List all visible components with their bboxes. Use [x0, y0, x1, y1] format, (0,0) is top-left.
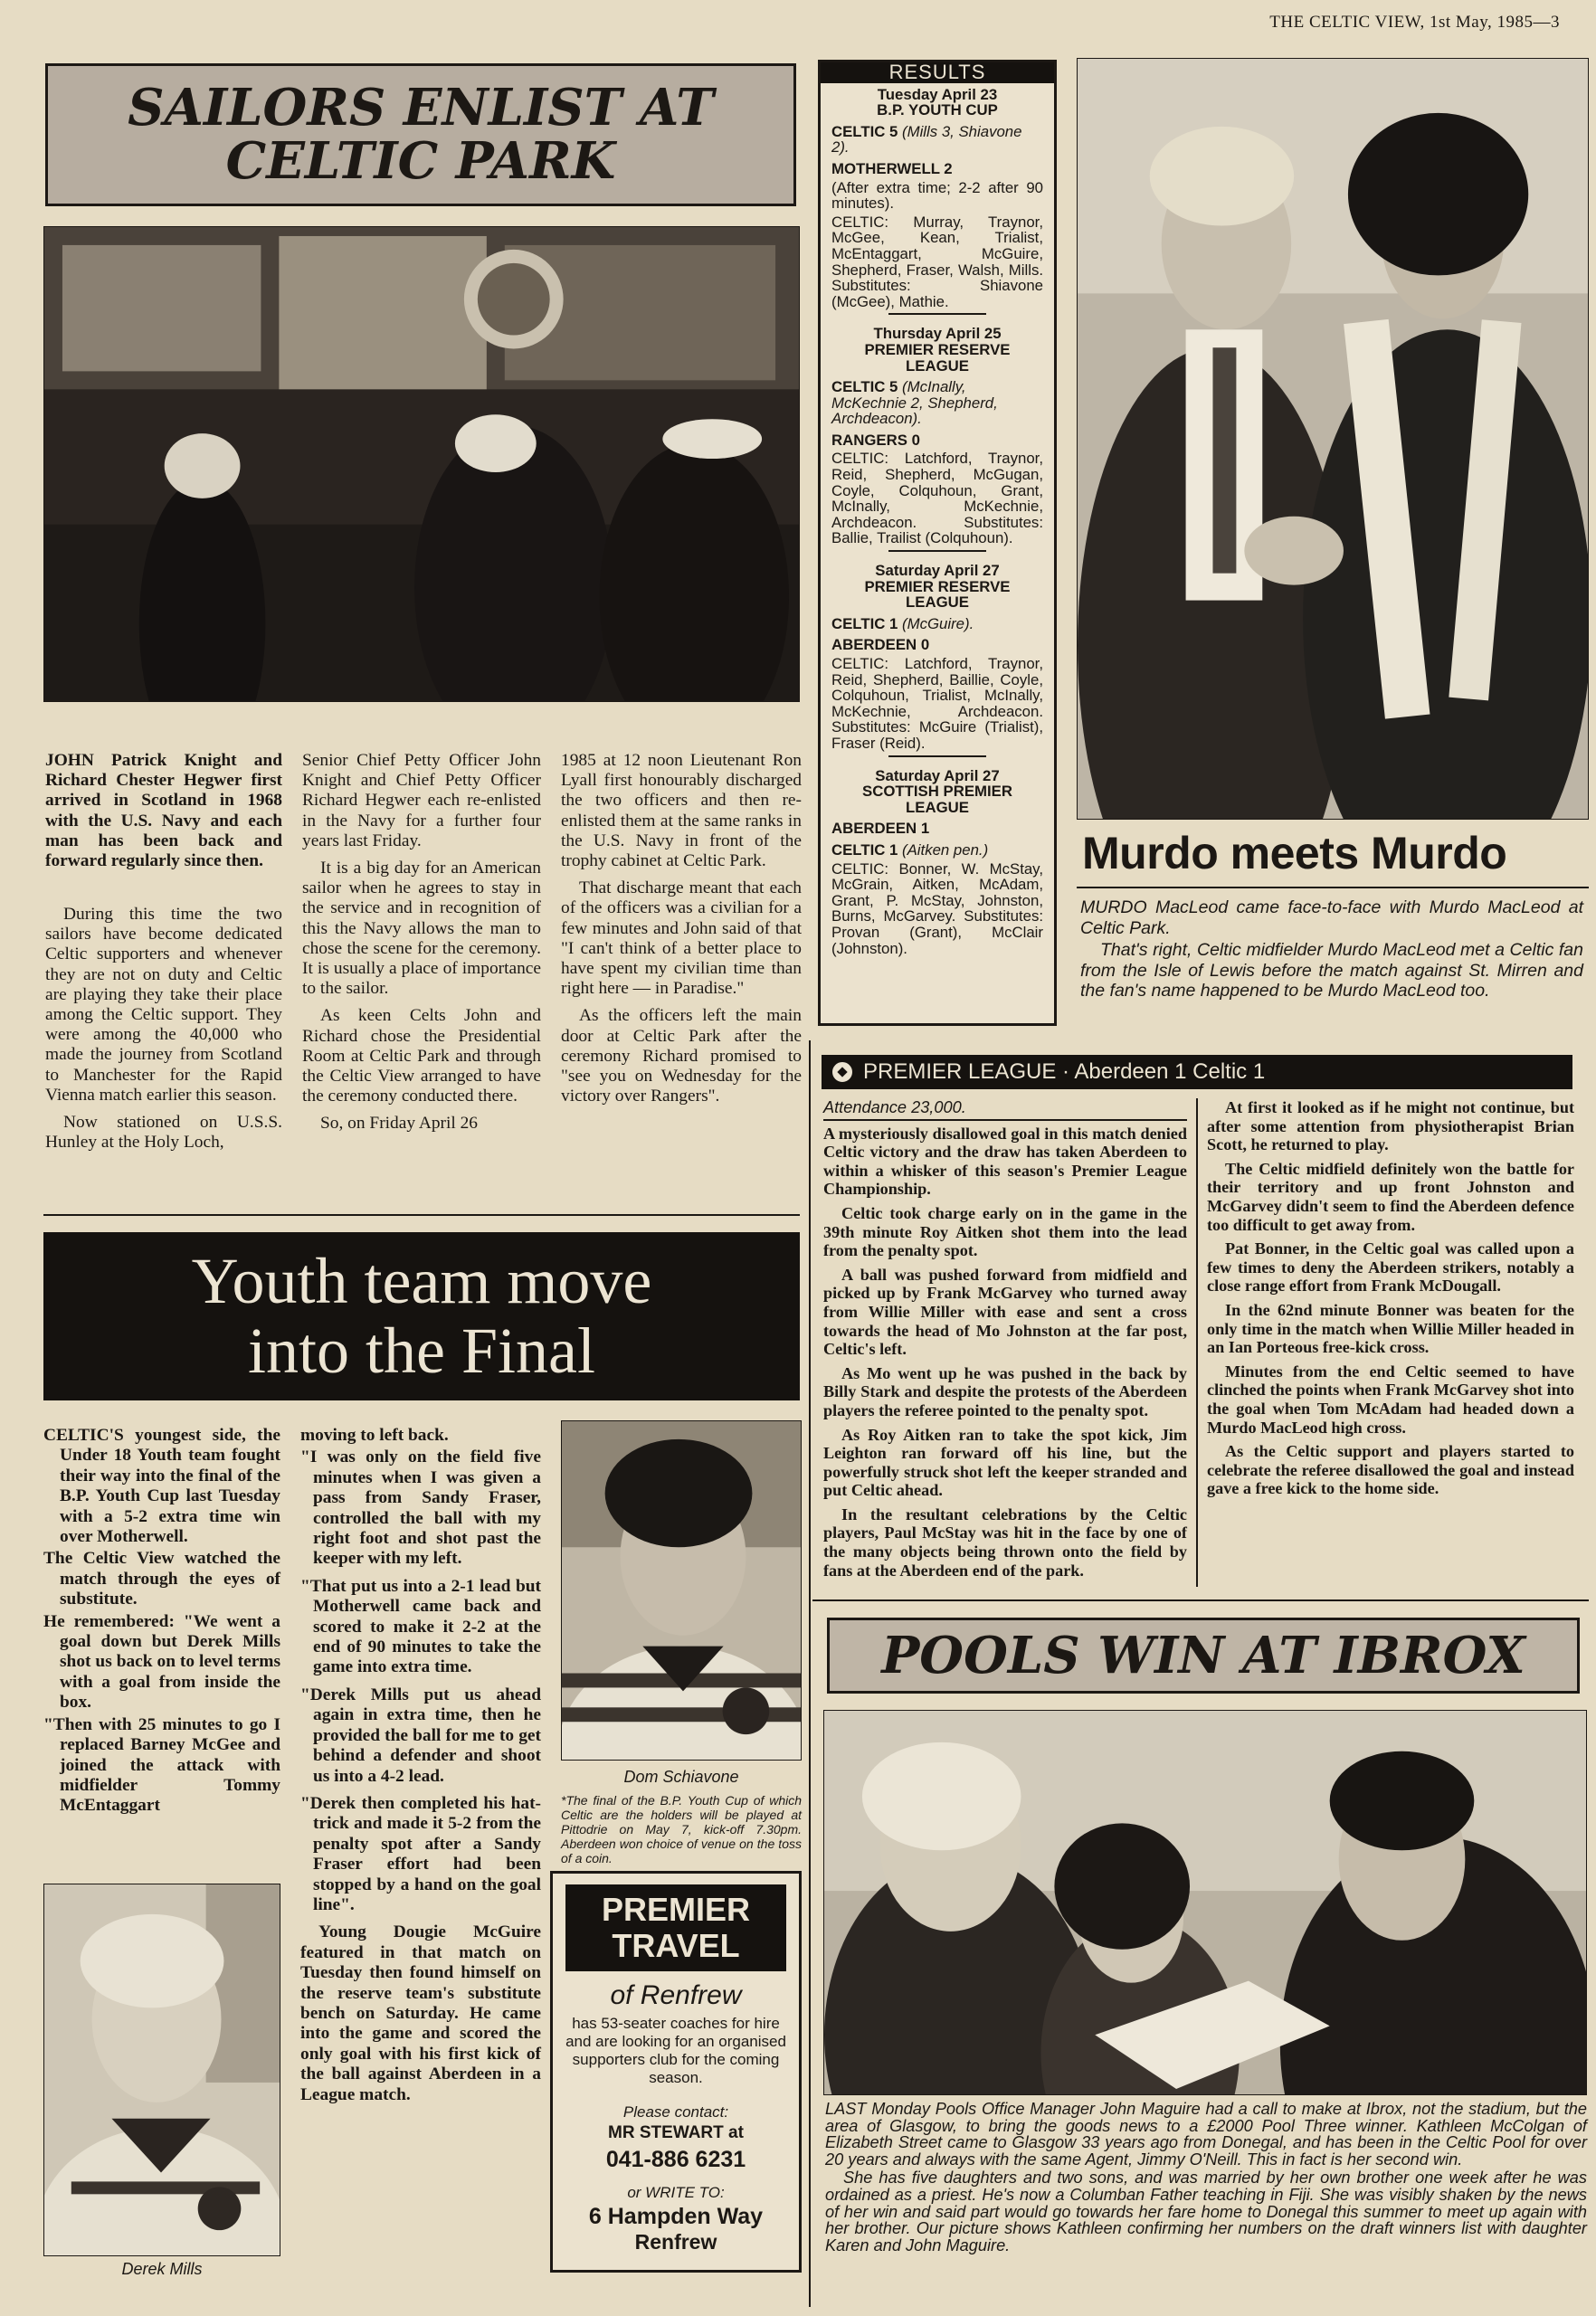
ad-phone: 041-886 6231	[605, 2147, 746, 2172]
result1-note: (After extra time; 2-2 after 90 minutes).	[831, 178, 1043, 213]
result4-team: CELTIC: Bonner, W. McStay, McGrain, Aitken, McAdam, Grant, P. McStay, Johnston, Burns, McGarvey. Substitutes: Provan (Grant), McClair (Johnston).	[831, 859, 1043, 957]
sailors-col2-p4: So, on Friday April 26	[320, 1114, 478, 1134]
results-separator	[888, 550, 986, 552]
results-block-2	[821, 322, 1054, 559]
sailors-headline-line2: CELTIC PARK	[225, 131, 616, 191]
results-separator	[888, 313, 986, 315]
sailors-col1-p3: Now stationed on U.S.S. Hunley at the Holy Loch,	[45, 1113, 282, 1153]
result2-date: Thursday April 25	[873, 325, 1002, 343]
sailors-col3-p1: 1985 at 12 noon Lieutenant Ron Lyall first honourably discharged the two officers and then re-enlisted them at the same ranks in the U.S. Navy in front of the trophy cabinet at Celtic Park.	[561, 751, 802, 871]
result3-team: CELTIC: Latchford, Traynor, Reid, Shepherd, Baillie, Coyle, Colquhoun, Trialist, McInally, McKechnie, Archdeacon. Substitutes: McGuire (Trialist), Fraser (Reid).	[831, 655, 1043, 752]
dom-schiavone-photo	[561, 1420, 802, 1761]
results-separator	[888, 755, 986, 757]
sailors-lead: JOHN Patrick Knight and Richard Chester Hegwer first arrived in Scotland in 1968 with the U.S. Navy and each man has been back and forward regularly since then.	[45, 751, 282, 871]
youth-col2-p4: "Derek Mills put us ahead again in extra time, then he provided the ball for me to get behind a defender and shoot us into a 4-2 lead.	[300, 1685, 541, 1786]
murdo-caption	[1080, 897, 1583, 1001]
premier-p6: In the resultant celebrations by the Celtic players, Paul McStay was hit in the face by one of the many objects being thrown onto the field by fans at the Aberdeen end of the park.	[823, 1504, 1187, 1580]
sailors-headline-line1: SAILORS ENLIST AT	[128, 78, 714, 138]
youth-headline-line2: into the Final	[248, 1315, 595, 1387]
premier-p12: As the Celtic support and players started to celebrate the referee disallowed the goal and instead gave a free kick to the home side.	[1207, 1442, 1574, 1498]
youth-headline-line1: Youth team move	[191, 1244, 652, 1317]
result2-competition: PREMIER RESERVE LEAGUE	[864, 340, 1011, 375]
results-block-4	[821, 764, 1054, 964]
murdo-photo	[1077, 58, 1589, 820]
murdo-caption-p1: MURDO MacLeod came face-to-face with Murdo MacLeod at Celtic Park.	[1080, 897, 1583, 938]
result3-date: Saturday April 27	[875, 562, 1000, 580]
result4-scorers: (Aitken pen.)	[902, 840, 989, 859]
youth-col2-p3: "That put us into a 2-1 lead but Motherwell came back and scored to make it 2-2 at the end of 90 minutes to take the game into extra time.	[300, 1576, 541, 1677]
premier-league-title: PREMIER LEAGUE · Aberdeen 1 Celtic 1	[863, 1059, 1266, 1084]
youth-col2-p2: "I was only on the field five minutes when I was given a pass from Sandy Fraser, controlled the ball with my right foot and shot past the keeper with my left.	[300, 1448, 541, 1569]
premier-col2	[1207, 1098, 1574, 1504]
youth-final-note: *The final of the B.P. Youth Cup of which Celtic are the holders will be played at Pittodrie on May 7, kick-off 7.30pm. Aberdeen won choice of venue on the toss of a coin.	[561, 1793, 802, 1865]
pools-caption-p2: She has five daughters and two sons, and was married by her own brother one week after he was ordained as a priest. He's now a Columban Father teaching in Fiji. She was visibly shaken by the news of her win and said part would go towards her fare home to Donegal this summer to meet up again with her brother. Our picture shows Kathleen confirming her numbers on the draft winners list with daughter Karen and John Maguire.	[825, 2169, 1587, 2254]
ad-contact: Please contact:	[622, 2103, 729, 2121]
ad-name: MR STEWART at	[608, 2123, 744, 2142]
result1-score-celtic: CELTIC 5 (Mills 3, Shiavone 2).	[831, 122, 1022, 157]
ad-body: has 53-seater coaches for hire and are looking for an organised supporters club for the coming season.	[565, 2015, 786, 2086]
premier-col1	[823, 1098, 1187, 1585]
result1-score-opp: MOTHERWELL 2	[831, 159, 953, 177]
result2-score-opp: RANGERS 0	[831, 431, 920, 449]
results-block-1	[821, 83, 1054, 323]
results-block-3	[821, 559, 1054, 764]
result4-competition: SCOTTISH PREMIER LEAGUE	[862, 783, 1012, 816]
pools-headline: POOLS WIN AT IBROX	[827, 1618, 1580, 1694]
murdo-caption-p2: That's right, Celtic midfielder Murdo MacLeod met a Celtic fan from the Isle of Lewis before the match against St. Mirren and the fan's name happened to be Murdo MacLeod too.	[1080, 940, 1583, 1001]
football-icon	[831, 1060, 854, 1084]
premier-p10: In the 62nd minute Bonner was beaten for the only time in the match when Willie Miller headed in an Ian Porteous free-kick cross.	[1207, 1300, 1574, 1357]
sailors-col2-p3: As keen Celts John and Richard chose the Presidential Room at Celtic Park and through the Celtic View arranged to have the ceremony conducted there.	[302, 1006, 541, 1106]
result1-competition: B.P. YOUTH CUP	[877, 101, 998, 119]
premier-p9: Pat Bonner, in the Celtic goal was called upon a few times to deny the Aberdeen strikers, notably a close range effort from Frank McDougall.	[1207, 1239, 1574, 1296]
sailors-col1-p2: During this time the two sailors have become dedicated Celtic supporters and whenever they are not on duty and Celtic are playing they take their place among the Celtic support. They were among the 40,000 who made the journey from Scotland to Manchester for the Rapid Vienna match earlier this season.	[45, 905, 282, 1105]
premier-attendance: Attendance 23,000.	[823, 1098, 966, 1116]
result3-score-celtic: CELTIC 1 (McGuire).	[831, 614, 974, 632]
premier-travel-ad	[550, 1871, 802, 2273]
result1-scorers: (Mills 3, Shiavone 2).	[831, 122, 1022, 157]
youth-col2-p1: moving to left back.	[300, 1426, 449, 1445]
sailors-col1-body	[45, 905, 282, 1160]
premier-col-divider	[1196, 1098, 1198, 1587]
result3-score-opp: ABERDEEN 0	[831, 636, 930, 654]
sailors-col3	[561, 751, 802, 1114]
ad-title-line1: PREMIER	[601, 1891, 751, 1928]
result3-competition: PREMIER RESERVE LEAGUE	[864, 577, 1011, 612]
ad-title-line2: TRAVEL	[612, 1927, 740, 1964]
divider-left-right	[809, 1040, 811, 2307]
premier-p5: As Roy Aitken ran to take the spot kick, Jim Leighton ran forward off his line, but the powerfully struck shot left the keeper stranded and put Celtic ahead.	[823, 1425, 1187, 1500]
result4-score-celtic: CELTIC 1 (Aitken pen.)	[831, 840, 989, 859]
sailors-photo	[43, 226, 800, 702]
youth-col1-p4: "Then with 25 minutes to go I replaced Barney McGee and joined the attack with midfielder Tommy McEntaggart	[43, 1714, 280, 1816]
result1-date: Tuesday April 23	[877, 85, 998, 103]
sailors-col1	[45, 751, 282, 878]
youth-col1-p2: The Celtic View watched the match through the eyes of substitute.	[43, 1549, 280, 1609]
result2-team: CELTIC: Latchford, Traynor, Reid, Shepherd, McGugan, Coyle, Colquhoun, Grant, McInally, McKechnie, Archdeacon. Substitutes: Ballie, Trailist (Colquhoun).	[831, 450, 1043, 547]
sailors-col3-p3: As the officers left the main door at Celtic Park after the ceremony Richard promised to "see you on Wednesday for the victory over Rangers".	[561, 1006, 802, 1106]
sailors-col2-p1: Senior Chief Petty Officer John Knight and Chief Petty Officer Richard Hegwer each re-enlisted in the Navy for a further four years last Friday.	[302, 751, 541, 850]
youth-col2	[300, 1426, 541, 2112]
result4-score-opp: ABERDEEN 1	[831, 820, 930, 838]
youth-headline	[43, 1232, 800, 1400]
premier-p3: A ball was pushed forward from midfield and picked up by Frank McGarvey who turned away from Willie Miller with ease and sent a cross towards the head of Mo Johnston at the far post, Celtic's left.	[823, 1265, 1187, 1359]
ad-address-1: 6 Hampden Way	[588, 2204, 764, 2229]
sailors-col3-p2: That discharge meant that each of the officers was a civilian for a few minutes and John said of that "I can't think of a better place to have spent my civilian time than right here — in Paradise."	[561, 878, 802, 999]
murdo-headline: Murdo meets Murdo	[1082, 828, 1507, 878]
results-title: RESULTS	[821, 62, 1054, 83]
premier-p2: Celtic took charge early on in the game in the 39th minute Roy Aitken shot them into the lead from the penalty spot.	[823, 1203, 1187, 1260]
sailors-col2-p2: It is a big day for an American sailor when he agrees to stay in the service and in recognition of this the Navy allows the man to chose the scene for the ceremony. It is usually a place of importance to the sailor.	[302, 859, 541, 999]
pools-photo	[823, 1710, 1587, 2095]
youth-col1-p3: He remembered: "We went a goal down but Derek Mills shot us back on to level terms with a goal from inside the box.	[43, 1611, 280, 1713]
youth-col1-p1: CELTIC'S youngest side, the Under 18 Youth team fought their way into the final of the B.P. Youth Cup last Tuesday with a 5-2 extra time win over Motherwell.	[43, 1426, 280, 1547]
derek-mills-caption: Derek Mills	[121, 2260, 203, 2278]
ad-write: or WRITE TO:	[627, 2184, 725, 2201]
youth-col1	[43, 1426, 280, 1818]
running-head: THE CELTIC VIEW, 1st May, 1985—3	[1269, 13, 1560, 32]
dom-schiavone-caption: Dom Schiavone	[623, 1768, 739, 1786]
derek-mills-photo	[43, 1884, 280, 2256]
result2-scorers: (McInally, McKechnie 2, Shepherd, Archdeacon).	[831, 378, 998, 428]
premier-rule	[823, 1119, 1187, 1121]
ad-of: of Renfrew	[610, 1980, 742, 2010]
premier-p4: As Mo went up he was pushed in the back by Billy Stark and despite the protests of the Aberdeen players the referee pointed to the penalty spot.	[823, 1363, 1187, 1419]
result4-date: Saturday April 27	[875, 766, 1000, 784]
results-box	[818, 60, 1057, 1026]
youth-col2-p6: Young Dougie McGuire featured in that match on Tuesday then found himself on the reserve team's substitute bench on Saturday. He came into the game and scored the only goal with his first kick of the ball against Aberdeen in a League match.	[300, 1922, 541, 2104]
premier-p1: A mysteriously disallowed goal in this match denied Celtic victory and the draw has taken Aberdeen to within a whisker of this season's Premier League Championship.	[823, 1124, 1187, 1199]
premier-league-bar	[822, 1055, 1572, 1089]
result2-score-celtic: CELTIC 5 (McInally, McKechnie 2, Shepherd, Archdeacon).	[831, 378, 998, 428]
sailors-col2	[302, 751, 541, 1142]
premier-p8: The Celtic midfield definitely won the battle for their territory and up front Johnston and McGarvey didn't seem to find the Aberdeen defence too difficult to get away from.	[1207, 1159, 1574, 1234]
murdo-rule	[1077, 887, 1589, 888]
premier-p11: Minutes from the end Celtic seemed to have clinched the points when Frank McGarvey shot into the goal when Tom McAdam had headed down a Murdo MacLeod high cross.	[1207, 1362, 1574, 1437]
ad-address-2: Renfrew	[634, 2230, 717, 2254]
result3-scorers: (McGuire).	[902, 614, 974, 632]
pools-caption-p1: LAST Monday Pools Office Manager John Maguire had a call to make at Ibrox, not the stadium, but the area of Glasgow, to bring the goods news to a £2000 Pool Three winner. Kathleen McColgan of Elizabeth Street came to Glasgow 33 years ago from Donegal, and has been in the Celtic Pool for over 20 years and always with the same Agent, Jimmy O'Neill. This in fact is her second win.	[825, 2100, 1587, 2169]
result1-team: CELTIC: Murray, Traynor, McGee, Kean, Trialist, McEntaggart, McGuire, Shepherd, Fraser, Walsh, Mills. Substitutes: Shiavone (McGee), Mathie.	[831, 213, 1043, 310]
divider-sailors-youth	[43, 1214, 800, 1216]
sailors-headline	[45, 63, 796, 206]
divider-premier-pools	[812, 1599, 1589, 1601]
pools-caption	[825, 2101, 1587, 2254]
premier-p7: At first it looked as if he might not continue, but after some attention from physiotherapist Brian Scott, he returned to play.	[1207, 1098, 1574, 1154]
youth-col2-p5: "Derek then completed his hat-trick and made it 5-2 from the penalty spot after a Sandy Fraser effort had been stopped by a hand on the goal line".	[300, 1793, 541, 1914]
ad-title	[565, 1884, 786, 1971]
